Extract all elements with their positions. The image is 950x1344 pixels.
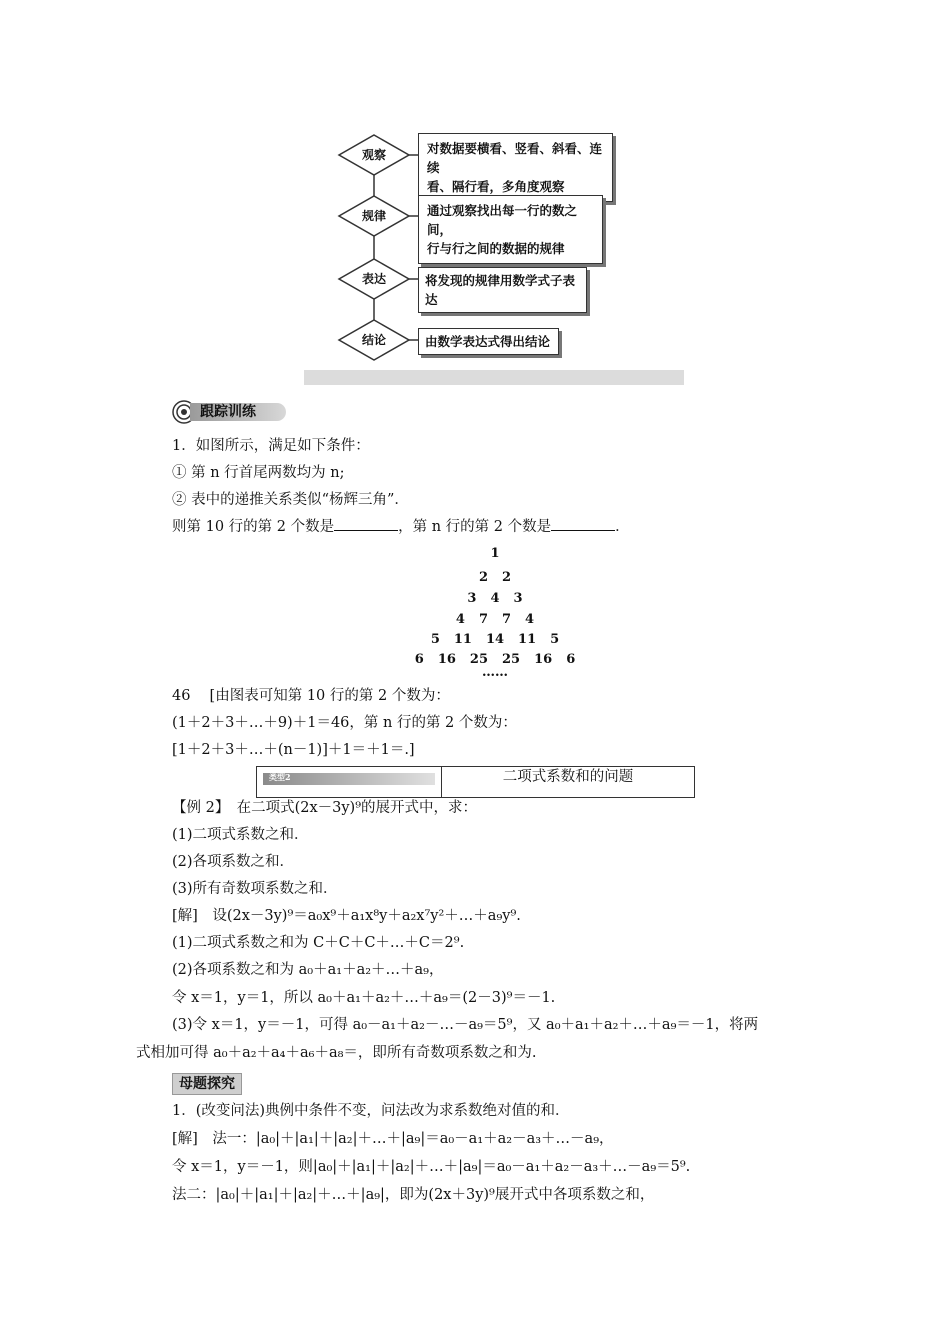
solution-line: (1)二项式系数之和为 C＋C＋C＋…＋C＝2⁹. xyxy=(172,935,465,951)
triangle-number: 7 xyxy=(478,612,488,627)
question-line: ② 表中的递推关系类似“杨辉三角”． xyxy=(172,492,409,508)
triangle-row xyxy=(400,591,590,606)
divider-bar xyxy=(304,370,684,385)
example-line: (2)各项系数之和． xyxy=(172,854,295,870)
type-label-bar xyxy=(263,773,435,785)
triangle-number: 7 xyxy=(502,612,512,627)
triangle-number: 1 xyxy=(490,546,500,561)
triangle-row xyxy=(400,570,590,585)
triangle-number: 5 xyxy=(430,632,440,647)
triangle-number: 11 xyxy=(453,632,472,647)
flow-box-line: 行与行之间的数据的规律 xyxy=(427,241,565,256)
diamond-label: 结论 xyxy=(361,333,386,347)
flow-box-observe xyxy=(418,133,613,202)
flow-box-pattern xyxy=(418,195,603,264)
example-line: (3)所有奇数项系数之和． xyxy=(172,881,338,897)
explore-line: 法二：|a₀|＋|a₁|＋|a₂|＋…＋|a₉|，即为(2x＋3y)⁹展开式中各项系数之和， xyxy=(172,1187,655,1203)
triangle-row xyxy=(400,665,590,680)
triangle-number: 16 xyxy=(534,652,553,667)
triangle-number: 16 xyxy=(437,652,456,667)
type-header xyxy=(256,766,695,798)
flow-box-line: 将发现的规律用数学式子表达 xyxy=(425,273,576,307)
solution-line: (2)各项系数之和为 a₀＋a₁＋a₂＋…＋a₉， xyxy=(172,962,444,978)
answer-line: 46 [由图表可知第 10 行的第 2 个数为： xyxy=(172,688,450,704)
triangle-number: 3 xyxy=(467,591,477,606)
example-line: 【例 2】 在二项式(2x－3y)⁹的展开式中，求： xyxy=(172,800,478,816)
triangle-number: 4 xyxy=(525,612,535,627)
triangle-number: 14 xyxy=(485,632,505,647)
explore-line: 令 x＝1，y＝－1，则|a₀|＋|a₁|＋|a₂|＋…＋|a₉|＝a₀－a₁＋a₂－a₃＋…－a₉＝5⁹. xyxy=(172,1159,691,1175)
triangle-number: 6 xyxy=(414,652,424,667)
answer-line: [1＋2＋3＋…＋(n－1)]＋1＝＋1＝.] xyxy=(172,742,415,758)
triangle-row xyxy=(400,632,590,647)
solution-line: 令 x＝1，y＝1，所以 a₀＋a₁＋a₂＋…＋a₉＝(2－3)⁹＝－1. xyxy=(172,990,556,1006)
flow-box-line: 看、隔行看，多角度观察 xyxy=(427,179,565,194)
triangle-ellipsis: …… xyxy=(482,665,508,680)
flow-box-line: 对数据要横看、竖看、斜看、连续 xyxy=(427,141,603,175)
diamond-label: 规律 xyxy=(361,209,386,223)
example-line: (1)二项式系数之和． xyxy=(172,827,309,843)
section-badge-label: 母题探究 xyxy=(179,1076,235,1092)
triangle-number: 6 xyxy=(566,652,576,667)
solution-line: 式相加可得 a₀＋a₂＋a₄＋a₆＋a₈＝，即所有奇数项系数之和为. xyxy=(136,1045,537,1061)
flow-box-line: 由数学表达式得出结论 xyxy=(425,334,551,349)
triangle-number: 3 xyxy=(513,591,523,606)
answer-blank xyxy=(334,517,398,531)
question-text: ． xyxy=(615,519,630,535)
solution-line: [解] 设(2x－3y)⁹＝a₀x⁹＋a₁x⁸y＋a₂x⁷y²＋…＋a₉y⁹. xyxy=(172,908,521,924)
flow-box-express xyxy=(418,267,587,313)
triangle-number: 4 xyxy=(455,612,465,627)
answer-blank xyxy=(551,517,615,531)
triangle-number: 11 xyxy=(518,632,537,647)
solution-line: (3)令 x＝1，y＝－1，可得 a₀－a₁＋a₂－…－a₉＝5⁹，又 a₀＋a₁＋a₂＋…＋a₉＝－1，将两 xyxy=(172,1017,759,1033)
explore-line: [解] 法一：|a₀|＋|a₁|＋|a₂|＋…＋|a₉|＝a₀－a₁＋a₂－a₃＋…－a₉， xyxy=(172,1131,614,1147)
diamond-label: 观察 xyxy=(361,148,386,162)
triangle-number: 5 xyxy=(550,632,560,647)
question-line: ① 第 n 行首尾两数均为 n; xyxy=(172,465,345,481)
flow-box-line: 通过观察找出每一行的数之间， xyxy=(427,203,578,237)
triangle-row xyxy=(400,612,590,627)
section-badge-label: 跟踪训练 xyxy=(200,404,256,420)
question-line: 1．如图所示，满足如下条件： xyxy=(172,438,370,454)
triangle-number: 25 xyxy=(502,652,521,667)
question-text: 则第 10 行的第 2 个数是 xyxy=(172,519,335,535)
flow-box-conclude xyxy=(418,328,559,355)
diamond-label: 表达 xyxy=(361,272,386,286)
section-badge-tracking xyxy=(172,400,290,424)
type-title: 二项式系数和的问题 xyxy=(502,769,634,785)
triangle-row xyxy=(400,546,590,561)
triangle-number: 25 xyxy=(469,652,488,667)
question-text: ，第 n 行的第 2 个数是 xyxy=(398,519,552,535)
answer-line: (1＋2＋3＋…＋9)＋1＝46，第 n 行的第 2 个数为： xyxy=(172,715,517,731)
section-badge-explore xyxy=(172,1073,242,1095)
triangle-number: 4 xyxy=(490,591,500,606)
type-label: 类型2 xyxy=(269,772,291,782)
triangle-number: 2 xyxy=(502,570,512,585)
explore-line: 1．(改变问法)典例中条件不变，问法改为求系数绝对值的和． xyxy=(172,1103,570,1119)
triangle-number: 2 xyxy=(478,570,488,585)
question-line xyxy=(172,517,630,537)
